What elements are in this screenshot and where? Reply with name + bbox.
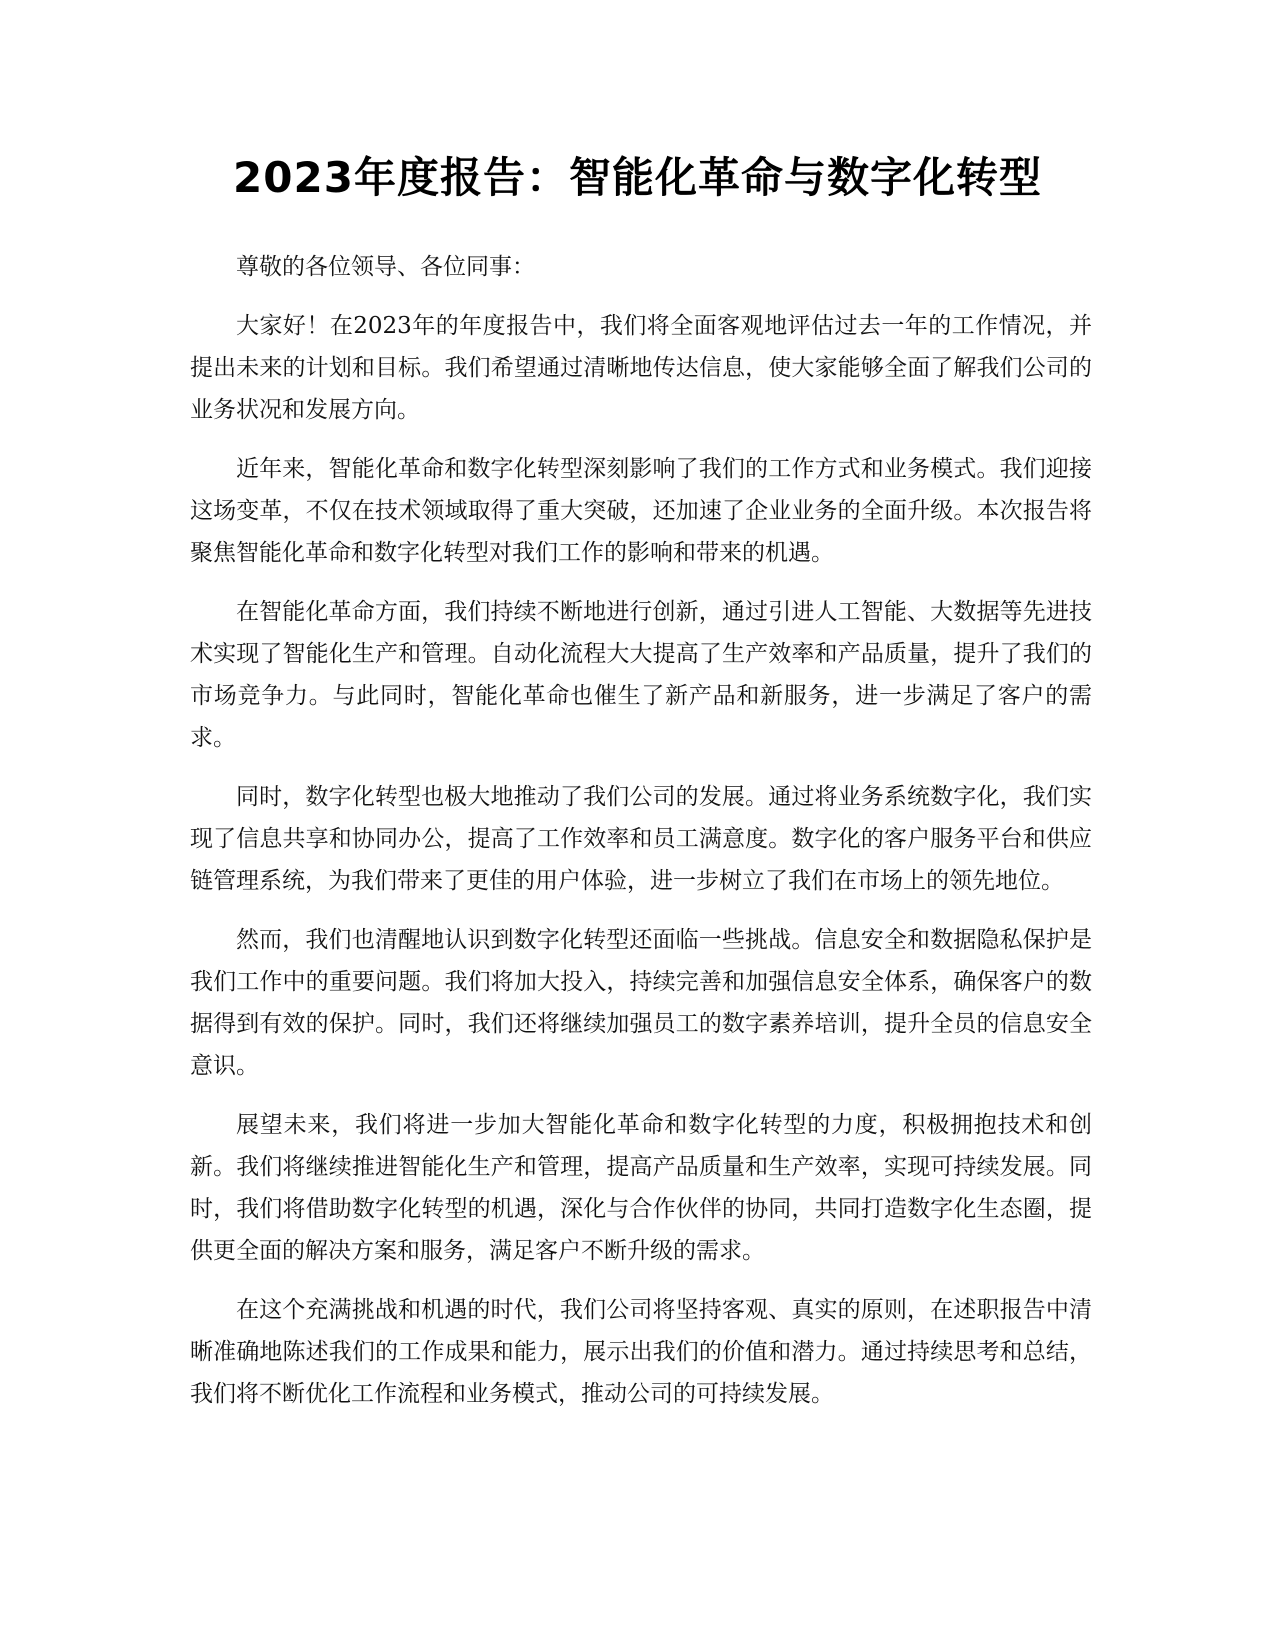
body-paragraph-3: 在智能化革命方面，我们持续不断地进行创新，通过引进人工智能、大数据等先进技术实现了智能化生产和管理。自动化流程大大提高了生产效率和产品质量，提升了我们的市场竞争力。与此同时，智能化革命也催生了新产品和新服务，进一步满足了客户的需求。 <box>190 599 1092 751</box>
body-paragraph-5: 然而，我们也清醒地认识到数字化转型还面临一些挑战。信息安全和数据隐私保护是我们工作中的重要问题。我们将加大投入，持续完善和加强信息安全体系，确保客户的数据得到有效的保护。同时，我们还将继续加强员工的数字素养培训，提升全员的信息安全意识。 <box>190 927 1092 1079</box>
body-paragraph-4: 同时，数字化转型也极大地推动了我们公司的发展。通过将业务系统数字化，我们实现了信息共享和协同办公，提高了工作效率和员工满意度。数字化的客户服务平台和供应链管理系统，为我们带来了更佳的用户体验，进一步树立了我们在市场上的领先地位。 <box>190 784 1092 894</box>
document-title: 2023年度报告：智能化革命与数字化转型 <box>233 153 1042 202</box>
body-paragraph-6: 展望未来，我们将进一步加大智能化革命和数字化转型的力度，积极拥抱技术和创新。我们将继续推进智能化生产和管理，提高产品质量和生产效率，实现可持续发展。同时，我们将借助数字化转型的机遇，深化与合作伙伴的协同，共同打造数字化生态圈，提供更全面的解决方案和服务，满足客户不断升级的需求。 <box>190 1112 1092 1264</box>
body-paragraph-7: 在这个充满挑战和机遇的时代，我们公司将坚持客观、真实的原则，在述职报告中清晰准确地陈述我们的工作成果和能力，展示出我们的价值和潜力。通过持续思考和总结，我们将不断优化工作流程和业务模式，推动公司的可持续发展。 <box>190 1297 1092 1407</box>
salutation-paragraph: 尊敬的各位领导、各位同事： <box>236 254 535 280</box>
body-paragraph-2: 近年来，智能化革命和数字化转型深刻影响了我们的工作方式和业务模式。我们迎接这场变革，不仅在技术领域取得了重大突破，还加速了企业业务的全面升级。本次报告将聚焦智能化革命和数字化转型对我们工作的影响和带来的机遇。 <box>190 456 1092 566</box>
document-body <box>190 246 1092 1432</box>
body-paragraph-1: 大家好！在2023年的年度报告中，我们将全面客观地评估过去一年的工作情况，并提出未来的计划和目标。我们希望通过清晰地传达信息，使大家能够全面了解我们公司的业务状况和发展方向。 <box>190 313 1092 423</box>
